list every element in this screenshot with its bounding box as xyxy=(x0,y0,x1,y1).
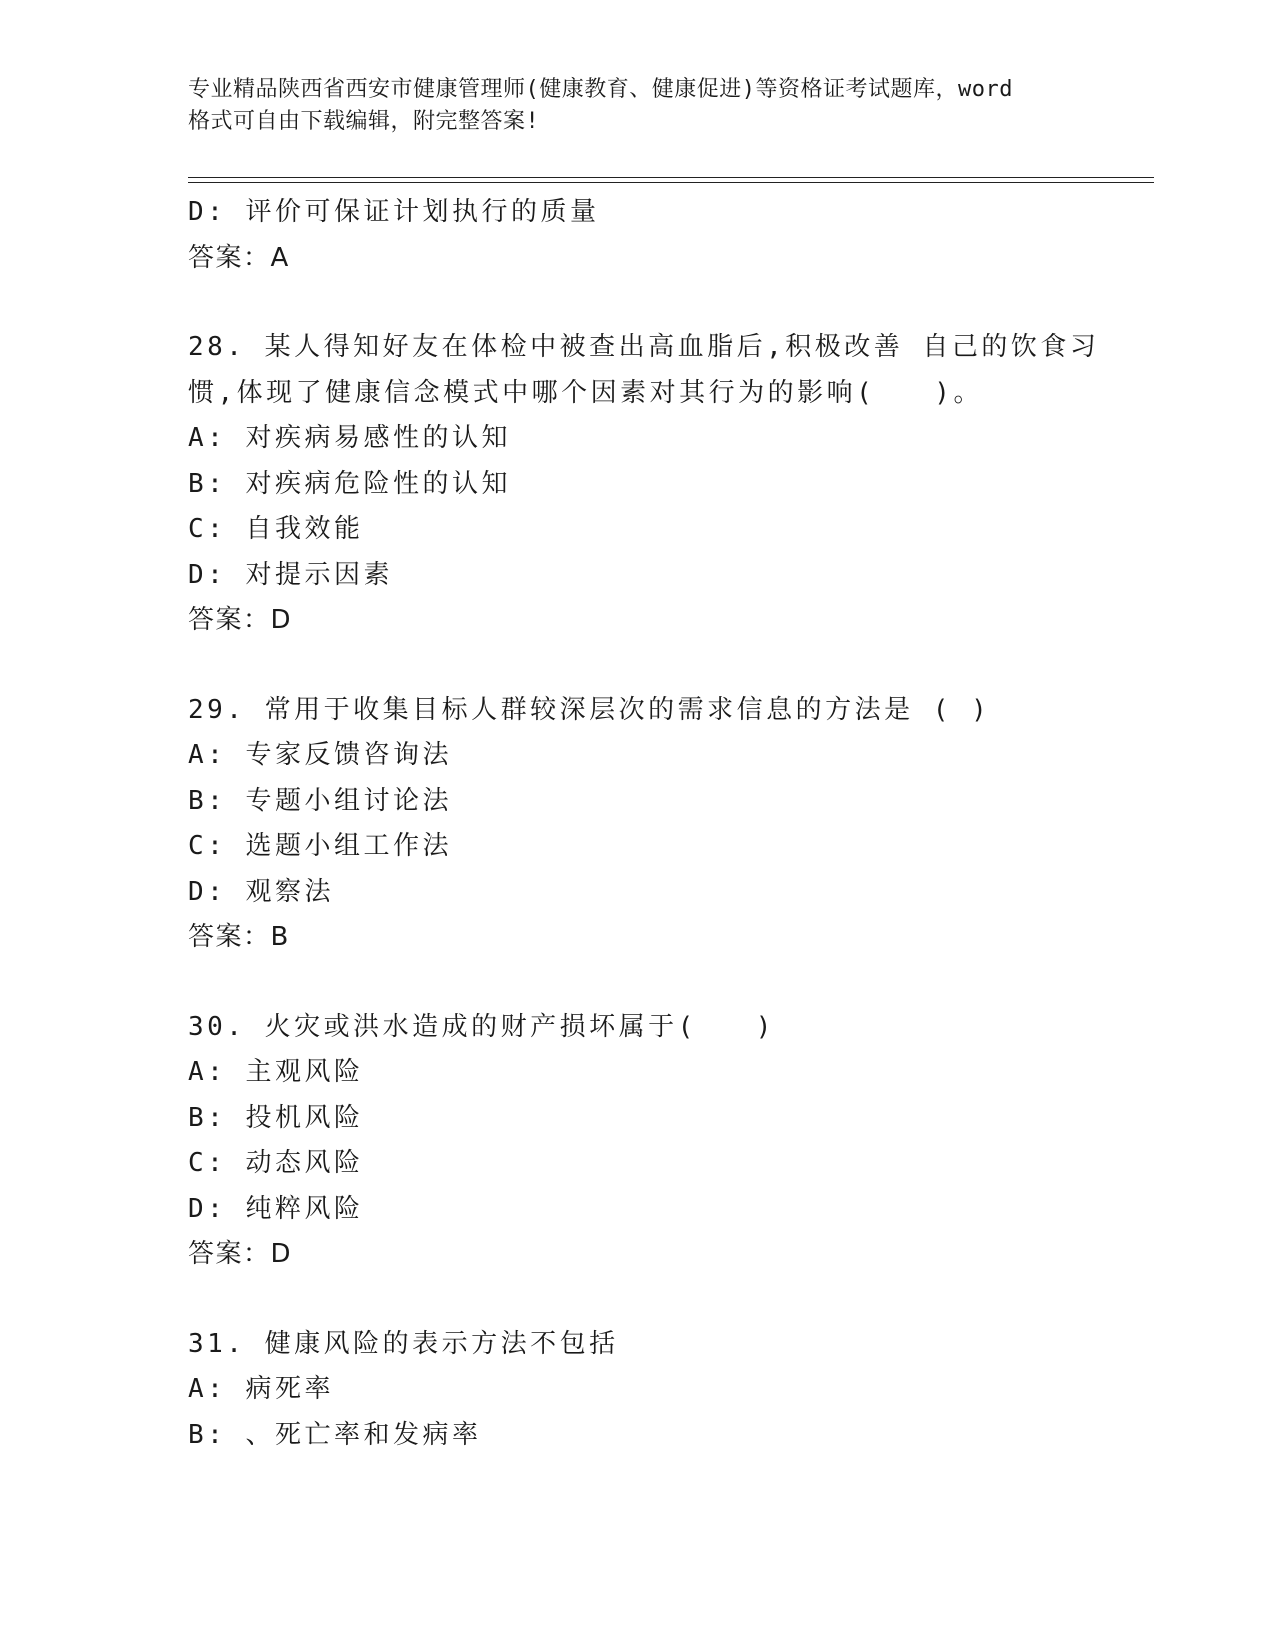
option-d: D: 纯粹风险 xyxy=(188,1193,364,1224)
question-list xyxy=(188,190,1100,1458)
document-header xyxy=(188,74,1088,138)
answer-line: 答案：D xyxy=(188,1239,293,1269)
answer-line: 答案：B xyxy=(188,922,290,952)
option-b: B: 投机风险 xyxy=(188,1102,364,1133)
option-d: D: 观察法 xyxy=(188,876,334,907)
question-stem-line-1: 30. 火灾或洪水造成的财产损坏属于( ) xyxy=(188,1011,775,1042)
option-a: A: 对疾病易感性的认知 xyxy=(188,423,511,453)
question-stem-line-2: 惯,体现了健康信念模式中哪个因素对其行为的影响( )。 xyxy=(188,377,983,408)
question-31 xyxy=(188,1322,1088,1459)
option-a: A: 专家反馈咨询法 xyxy=(188,740,452,770)
question-29 xyxy=(188,688,1088,961)
option-d: D: 评价可保证计划执行的质量 xyxy=(188,197,600,227)
question-stem-line-1: 29. 常用于收集目标人群较深层次的需求信息的方法是 ( ) xyxy=(188,694,991,725)
option-d: D: 对提示因素 xyxy=(188,559,393,590)
header-line-1: 专业精品陕西省西安市健康管理师(健康教育、健康促进)等资格证考试题库，word xyxy=(188,77,1013,102)
option-b: B: 、死亡率和发病率 xyxy=(188,1419,482,1450)
header-divider-bottom xyxy=(188,182,1154,183)
question-27-tail xyxy=(188,190,1088,281)
answer-line: 答案：A xyxy=(188,242,290,273)
header-line-2: 格式可自由下载编辑，附完整答案! xyxy=(188,109,540,134)
option-a: A: 主观风险 xyxy=(188,1057,364,1087)
option-b: B: 对疾病危险性的认知 xyxy=(188,468,511,499)
question-stem-line-1: 28. 某人得知好友在体检中被查出高血脂后,积极改善 自己的饮食习 xyxy=(188,332,1100,362)
answer-line: 答案：D xyxy=(188,605,293,635)
option-c: C: 动态风险 xyxy=(188,1148,364,1178)
option-b: B: 专题小组讨论法 xyxy=(188,785,452,816)
question-stem-line-1: 31. 健康风险的表示方法不包括 xyxy=(188,1328,619,1359)
option-c: C: 自我效能 xyxy=(188,514,364,544)
question-28 xyxy=(188,325,1100,644)
option-a: A: 病死率 xyxy=(188,1374,334,1404)
header-divider-top xyxy=(188,177,1154,178)
question-30 xyxy=(188,1005,1088,1278)
option-c: C: 选题小组工作法 xyxy=(188,831,452,861)
